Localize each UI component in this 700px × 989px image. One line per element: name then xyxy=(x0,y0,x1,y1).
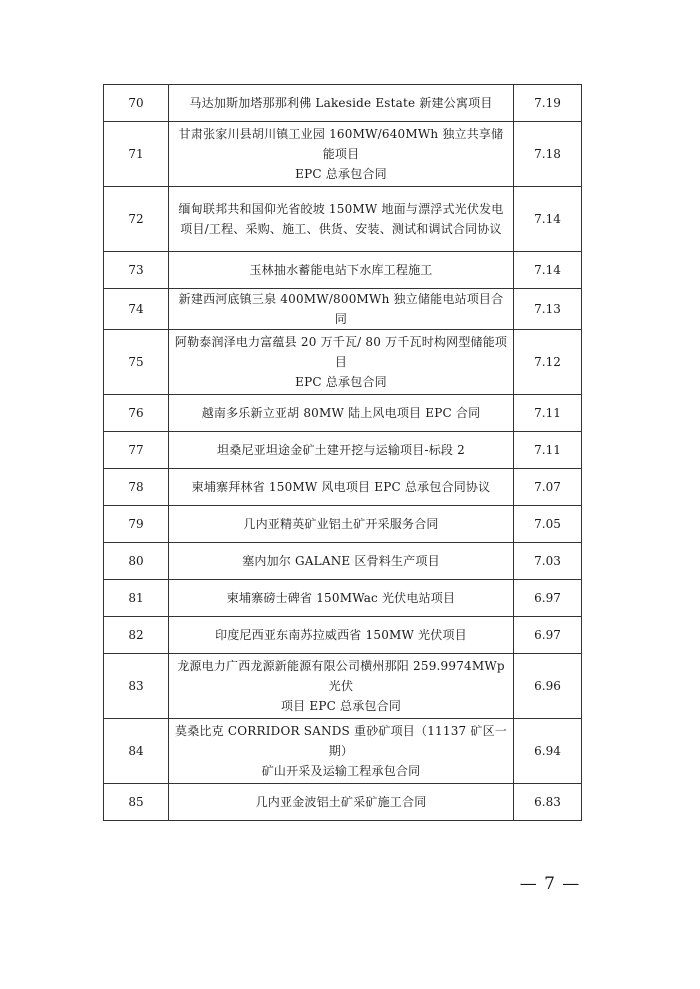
contract-amount: 7.07 xyxy=(514,469,582,506)
contract-amount: 6.97 xyxy=(514,580,582,617)
row-number: 78 xyxy=(104,469,169,506)
project-name xyxy=(169,122,514,187)
row-number: 75 xyxy=(104,330,169,395)
page-number: — 7 — xyxy=(519,874,581,894)
contract-amount: 7.05 xyxy=(514,506,582,543)
table-row xyxy=(104,580,582,617)
row-number: 76 xyxy=(104,395,169,432)
project-name xyxy=(169,654,514,719)
project-name-line: 印度尼西亚东南苏拉威西省 150MW 光伏项目 xyxy=(215,628,467,642)
row-number: 74 xyxy=(104,289,169,330)
project-name-line: EPC 总承包合同 xyxy=(295,167,387,181)
table-body xyxy=(104,85,582,821)
table-row xyxy=(104,506,582,543)
project-name xyxy=(169,432,514,469)
contract-amount: 7.19 xyxy=(514,85,582,122)
project-name-line: 玉林抽水蓄能电站下水库工程施工 xyxy=(249,263,433,277)
project-name xyxy=(169,187,514,252)
project-name-line: 项目 EPC 总承包合同 xyxy=(280,699,402,713)
project-name-line: 阿勒泰润泽电力富蕴县 20 万千瓦/ 80 万千瓦时构网型储能项目 xyxy=(174,335,508,369)
project-name-line: 甘肃张家川县胡川镇工业园 160MW/640MWh 独立共享储能项目 xyxy=(178,127,504,161)
project-name xyxy=(169,395,514,432)
project-name xyxy=(169,543,514,580)
project-name-line: 新建西河底镇三泉 400MW/800MWh 独立储能电站项目合同 xyxy=(178,292,504,326)
project-name xyxy=(169,252,514,289)
project-name-line: 莫桑比克 CORRIDOR SANDS 重砂矿项目（11137 矿区一期） xyxy=(175,724,507,758)
contract-amount: 7.13 xyxy=(514,289,582,330)
contract-amount: 7.14 xyxy=(514,252,582,289)
project-name xyxy=(169,784,514,821)
table-row xyxy=(104,252,582,289)
project-name xyxy=(169,85,514,122)
row-number: 80 xyxy=(104,543,169,580)
project-name-line: 坦桑尼亚坦途金矿土建开挖与运输项目-标段 2 xyxy=(217,443,465,457)
project-name xyxy=(169,506,514,543)
project-name-line: 龙源电力广西龙源新能源有限公司横州那阳 259.9974MWp 光伏 xyxy=(177,659,505,693)
contract-amount: 7.11 xyxy=(514,395,582,432)
project-name-line: 塞内加尔 GALANE 区骨料生产项目 xyxy=(242,554,440,568)
project-name-line: 马达加斯加塔那那利佛 Lakeside Estate 新建公寓项目 xyxy=(189,96,493,110)
table-row xyxy=(104,85,582,122)
row-number: 70 xyxy=(104,85,169,122)
project-name xyxy=(169,469,514,506)
row-number: 84 xyxy=(104,719,169,784)
table-row xyxy=(104,122,582,187)
project-name xyxy=(169,289,514,330)
row-number: 71 xyxy=(104,122,169,187)
row-number: 81 xyxy=(104,580,169,617)
project-name xyxy=(169,580,514,617)
project-name-line: 几内亚精英矿业铝土矿开采服务合同 xyxy=(243,517,439,531)
table-row xyxy=(104,654,582,719)
table-row xyxy=(104,395,582,432)
table-row xyxy=(104,543,582,580)
project-name-line: 柬埔寨磅士碑省 150MWac 光伏电站项目 xyxy=(226,591,456,605)
table-row xyxy=(104,469,582,506)
project-name xyxy=(169,719,514,784)
table-row xyxy=(104,719,582,784)
project-name-line: 矿山开采及运输工程承包合同 xyxy=(261,764,421,778)
contract-amount: 7.18 xyxy=(514,122,582,187)
contract-amount: 7.03 xyxy=(514,543,582,580)
project-name-line: 几内亚金波铝土矿采矿施工合同 xyxy=(255,795,427,809)
table-row xyxy=(104,784,582,821)
contract-amount: 6.97 xyxy=(514,617,582,654)
contract-amount: 7.11 xyxy=(514,432,582,469)
table-row xyxy=(104,617,582,654)
row-number: 79 xyxy=(104,506,169,543)
table-row xyxy=(104,432,582,469)
row-number: 72 xyxy=(104,187,169,252)
row-number: 73 xyxy=(104,252,169,289)
contract-amount: 7.12 xyxy=(514,330,582,395)
project-name-line: 项目/工程、采购、施工、供货、安装、测试和调试合同协议 xyxy=(180,222,502,236)
row-number: 77 xyxy=(104,432,169,469)
row-number: 85 xyxy=(104,784,169,821)
table-row xyxy=(104,187,582,252)
contract-amount: 6.96 xyxy=(514,654,582,719)
project-name-line: 越南多乐新立亚胡 80MW 陆上风电项目 EPC 合同 xyxy=(201,406,481,420)
contract-amount: 6.83 xyxy=(514,784,582,821)
contract-amount: 7.14 xyxy=(514,187,582,252)
contracts-table xyxy=(103,84,582,821)
project-name xyxy=(169,330,514,395)
project-name-line: 柬埔寨拜林省 150MW 风电项目 EPC 总承包合同协议 xyxy=(191,480,491,494)
row-number: 82 xyxy=(104,617,169,654)
table-row xyxy=(104,289,582,330)
project-name xyxy=(169,617,514,654)
row-number: 83 xyxy=(104,654,169,719)
project-name-line: 缅甸联邦共和国仰光省皎坡 150MW 地面与漂浮式光伏发电 xyxy=(178,202,504,216)
table-row xyxy=(104,330,582,395)
contract-amount: 6.94 xyxy=(514,719,582,784)
project-name-line: EPC 总承包合同 xyxy=(295,375,387,389)
